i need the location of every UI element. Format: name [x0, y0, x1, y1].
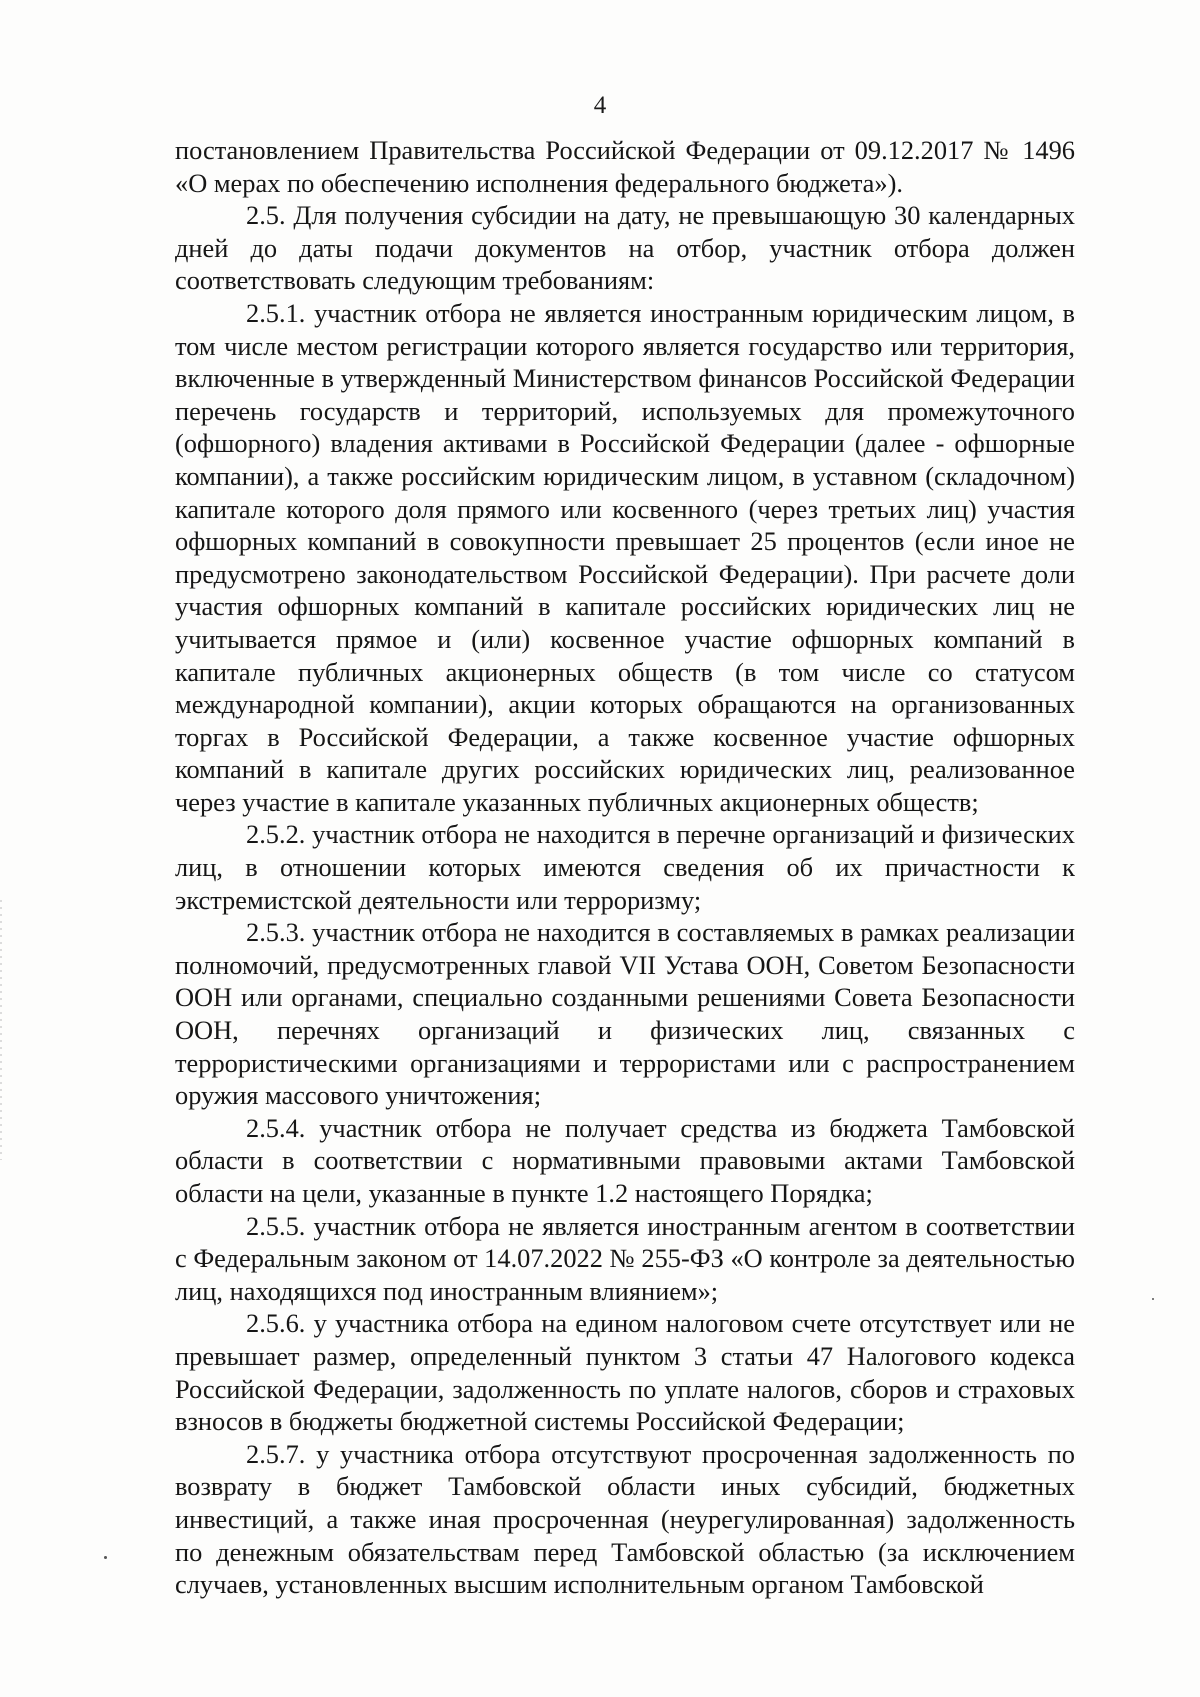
paragraph-2-5-6: 2.5.6. у участника отбора на едином налоговом счете отсутствует или не превышает размер, определенный пунктом 3 статьи 47 Налогового кодекса Российской Федерации, задолженность по уплате налогов, сборов и страховых взносов в бюджеты бюджетной системы Российской Федерации; [175, 1308, 1075, 1437]
paragraph-continuation: постановлением Правительства Российской Федерации от 09.12.2017 № 1496 «О мерах по обеспечению исполнения федерального бюджета»). [175, 135, 1075, 198]
paragraph-2-5-3: 2.5.3. участник отбора не находится в составляемых в рамках реализации полномочий, предусмотренных главой VII Устава ООН, Советом Безопасности ООН или органами, специально созданными решениями Совета Безопасности ООН, перечнях организаций и физических лиц, связанных с террористическими организациями и террористами или с распространением оружия массового уничтожения; [175, 917, 1075, 1111]
paragraph-2-5-1: 2.5.1. участник отбора не является иностранным юридическим лицом, в том числе местом регистрации которого является государство или территория, включенные в утвержденный Министерством финансов Российской Федерации перечень государств и территорий, используемых для промежуточного (офшорного) владения активами в Российской Федерации (далее - офшорные компании), а также российским юридическим лицом, в уставном (складочном) капитале которого доля прямого или косвенного (через третьих лиц) участия офшорных компаний в совокупности превышает 25 процентов (если иное не предусмотрено законодательством Российской Федерации). При расчете доли участия офшорных компаний в капитале российских юридических лиц не учитывается прямое и (или) косвенное участие офшорных компаний в капитале публичных акционерных обществ (в том числе со статусом международной компании), акции которых обращаются на организованных торгах в Российской Федерации, а также косвенное участие офшорных компаний в капитале других российских юридических лиц, реализованное через участие в капитале указанных публичных акционерных обществ; [175, 297, 1075, 817]
paragraph-2-5-7: 2.5.7. у участника отбора отсутствуют просроченная задолженность по возврату в бюджет Тамбовской области иных субсидий, бюджетных инвестиций, а также иная просроченная (неурегулированная) задолженность по денежным обязательствам перед Тамбовской областью (за исключением случаев, установленных высшим исполнительным органом Тамбовской [175, 1438, 1075, 1600]
paragraph-2-5-4: 2.5.4. участник отбора не получает средства из бюджета Тамбовской области в соответствии с нормативными правовыми актами Тамбовской области на цели, указанные в пункте 1.2 настоящего Порядка; [175, 1112, 1075, 1208]
page-number: 4 [593, 92, 607, 119]
scan-speck [1152, 1298, 1154, 1300]
paragraph-2-5-5: 2.5.5. участник отбора не является иностранным агентом в соответствии с Федеральным законом от 14.07.2022 № 255-ФЗ «О контроле за деятельностью лиц, находящихся под иностранным влиянием»; [175, 1210, 1075, 1306]
paragraph-2-5: 2.5. Для получения субсидии на дату, не превышающую 30 календарных дней до даты подачи документов на отбор, участник отбора должен соответствовать следующим требованиям: [175, 200, 1075, 296]
paragraph-2-5-2: 2.5.2. участник отбора не находится в перечне организаций и физических лиц, в отношении которых имеются сведения об их причастности к экстремистской деятельности или терроризму; [175, 819, 1075, 915]
document-body [175, 134, 1075, 1601]
scan-edge-noise [0, 900, 2, 1160]
scan-speck [104, 1556, 107, 1559]
